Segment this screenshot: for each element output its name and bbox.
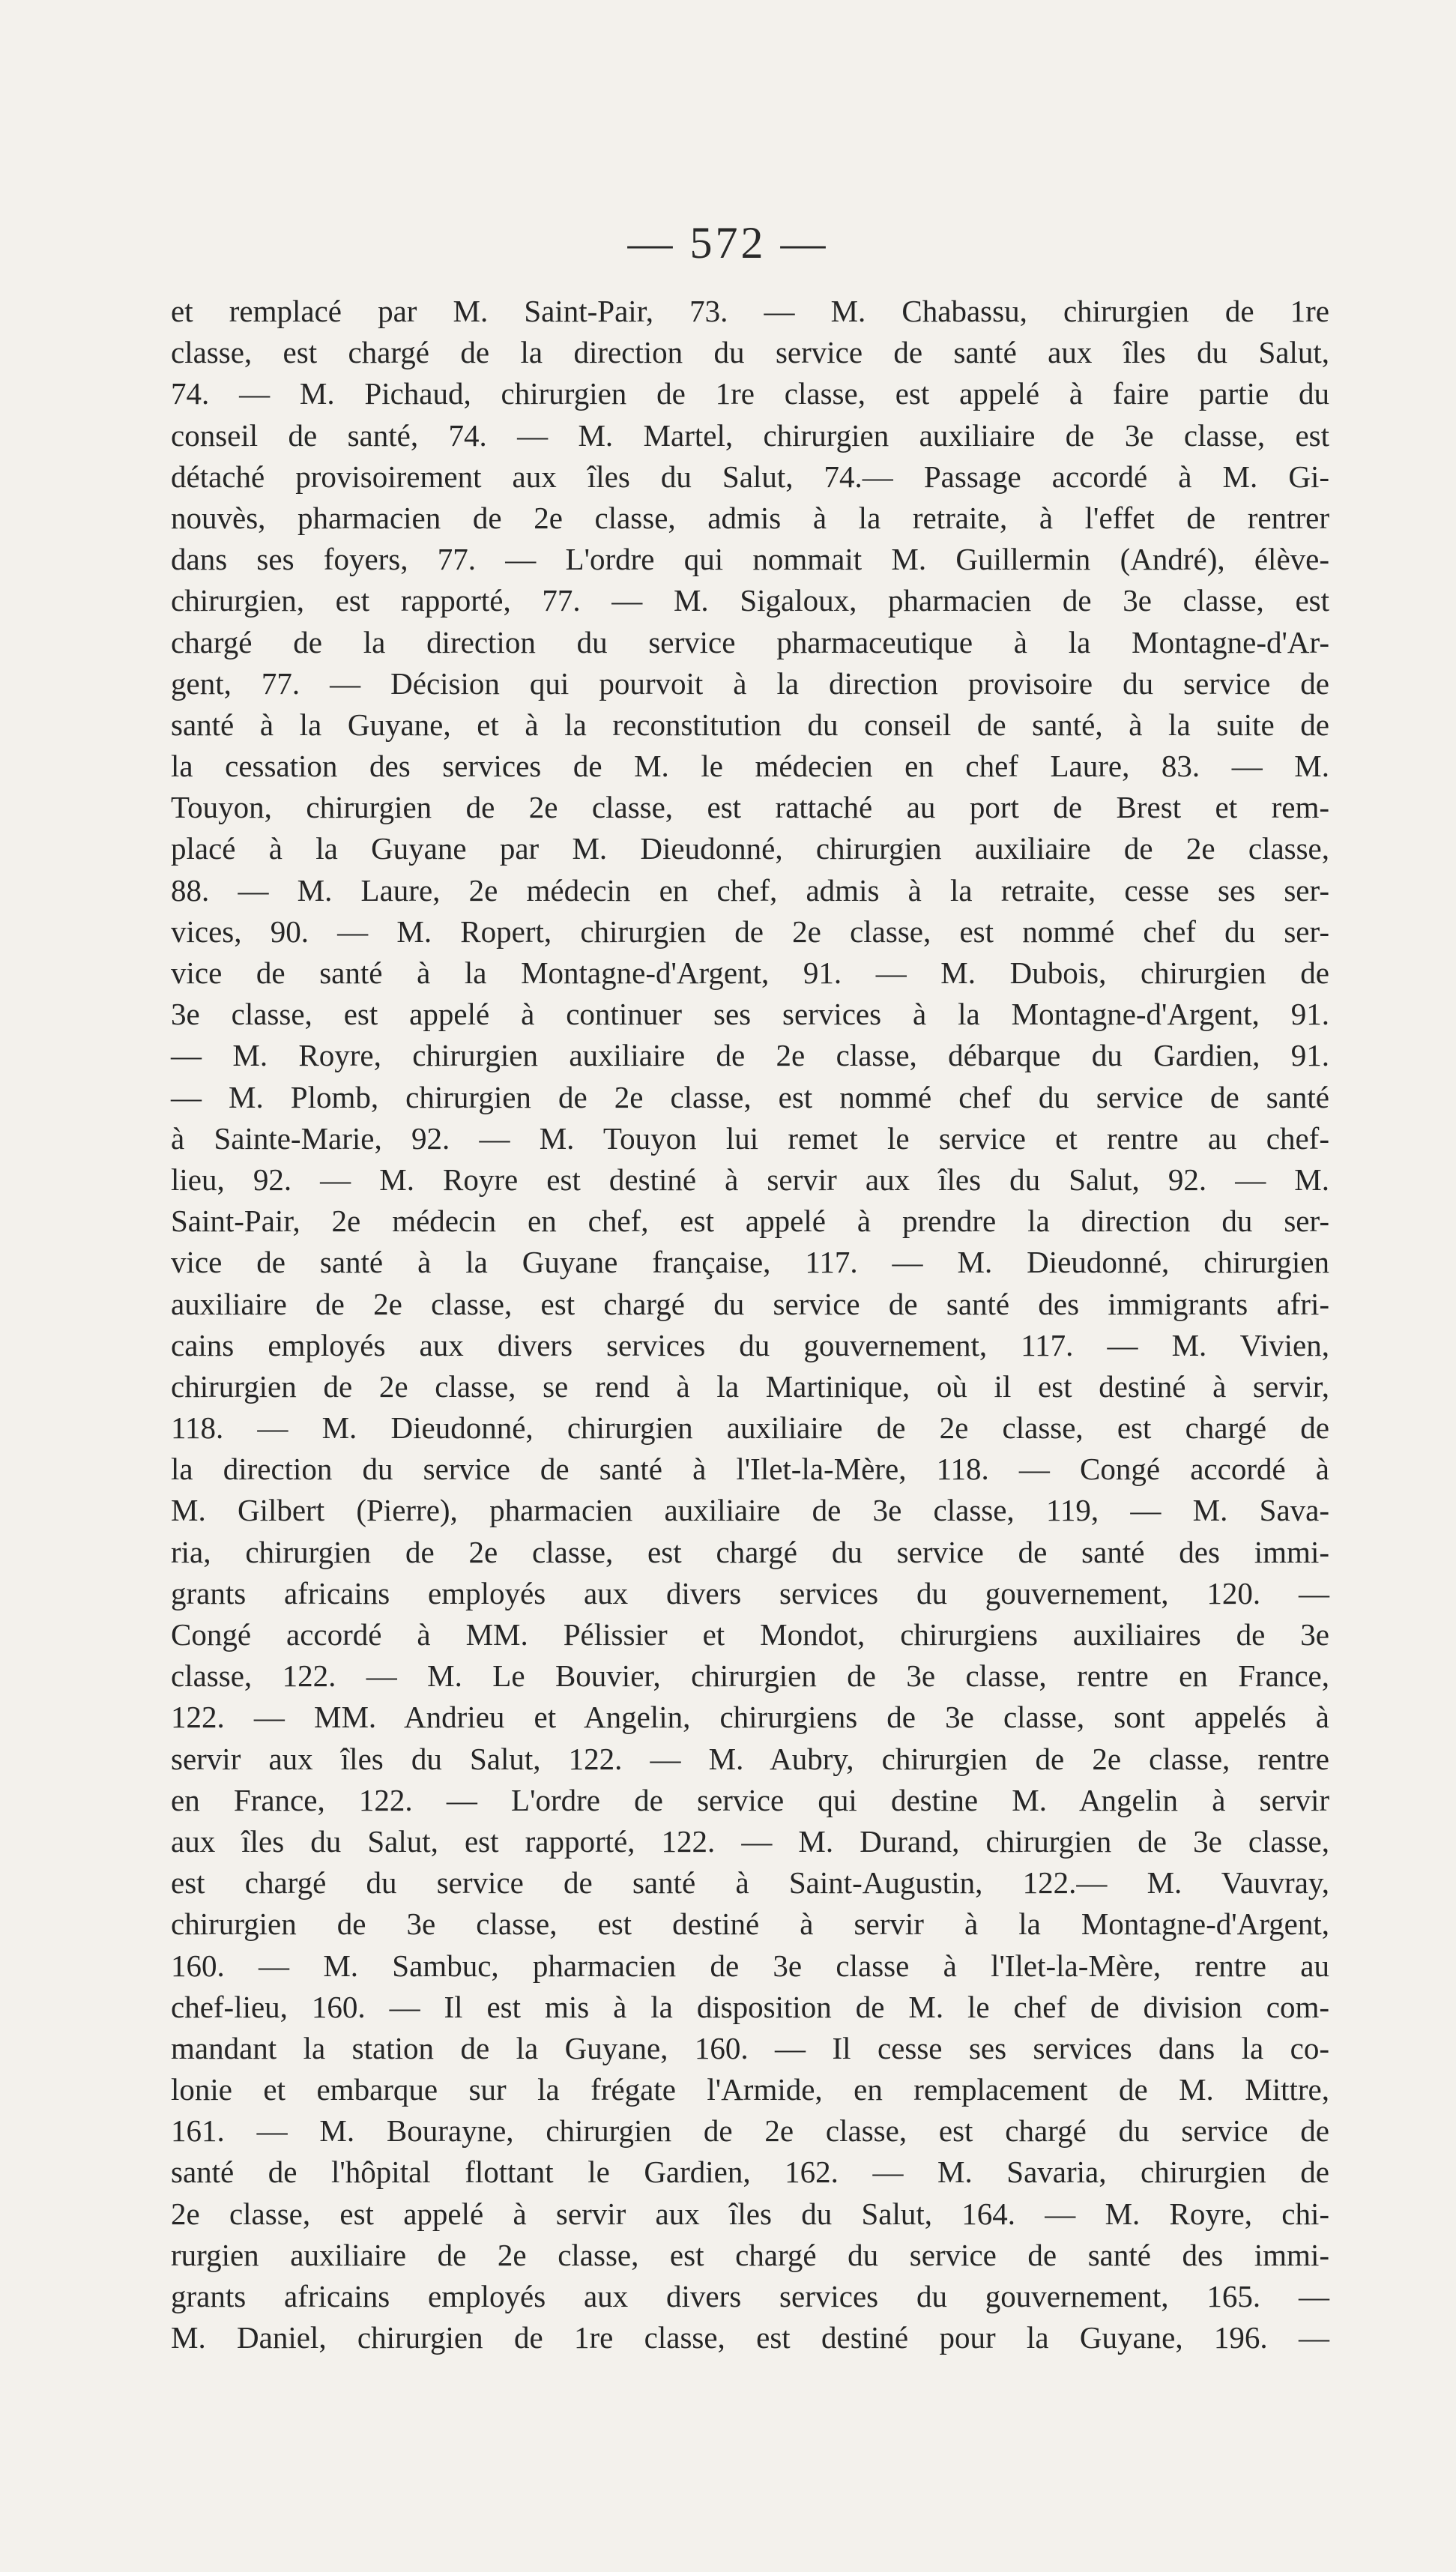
text-line: chirurgien de 2e classe, se rend à la Martinique, où il est destiné à servir, [171, 1368, 1329, 1404]
text-line: vice de santé à la Montagne-d'Argent, 91. — M. Dubois, chirurgien de [171, 956, 1329, 990]
text-line: à Sainte-Marie, 92. — M. Touyon lui remet le service et rentre au chef- [171, 1120, 1329, 1156]
text-line: vice de santé à la Guyane française, 117. — M. Dieudonné, chirurgien [171, 1245, 1329, 1280]
text-line: 2e classe, est appelé à servir aux îles du Salut, 164. — M. Royre, chi- [171, 2196, 1329, 2231]
text-line: chirurgien, est rapporté, 77. — M. Sigaloux, pharmacien de 3e classe, est [171, 583, 1329, 618]
text-line: 118. — M. Dieudonné, chirurgien auxiliaire de 2e classe, est chargé de [171, 1410, 1329, 1446]
text-line: — M. Plomb, chirurgien de 2e classe, est nommé chef du service de santé [171, 1079, 1329, 1114]
text-line: auxiliaire de 2e classe, est chargé du service de santé des immigrants afri- [171, 1286, 1329, 1321]
text-line: grants africains employés aux divers services du gouvernement, 120. — [171, 1575, 1329, 1610]
text-line: — M. Royre, chirurgien auxiliaire de 2e classe, débarque du Gardien, 91. [171, 1038, 1329, 1073]
text-line: Saint-Pair, 2e médecin en chef, est appelé à prendre la direction du ser- [171, 1204, 1329, 1239]
text-line: M. Daniel, chirurgien de 1re classe, est destiné pour la Guyane, 196. — [171, 2320, 1329, 2355]
text-line: classe, est chargé de la direction du service de santé aux îles du Salut, [171, 335, 1329, 370]
text-line: est chargé du service de santé à Saint-Augustin, 122.— M. Vauvray, [171, 1865, 1329, 1901]
text-line: servir aux îles du Salut, 122. — M. Aubry, chirurgien de 2e classe, rentre [171, 1741, 1329, 1776]
text-line: M. Gilbert (Pierre), pharmacien auxiliaire de 3e classe, 119, — M. Sava- [171, 1493, 1329, 1528]
text-line: lieu, 92. — M. Royre est destiné à servir aux îles du Salut, 92. — M. [171, 1162, 1329, 1197]
text-line: cains employés aux divers services du gouvernement, 117. — M. Vivien, [171, 1327, 1329, 1362]
text-line: chargé de la direction du service pharmaceutique à la Montagne-d'Ar- [171, 624, 1329, 659]
text-line: 161. — M. Bourayne, chirurgien de 2e classe, est chargé du service de [171, 2113, 1329, 2149]
text-line: 74. — M. Pichaud, chirurgien de 1re classe, est appelé à faire partie du [171, 376, 1329, 411]
text-line: 88. — M. Laure, 2e médecin en chef, admis à la retraite, cesse ses ser- [171, 872, 1329, 908]
text-line: nouvès, pharmacien de 2e classe, admis à la retraite, à l'effet de rentrer [171, 500, 1329, 535]
text-line: en France, 122. — L'ordre de service qui destine M. Angelin à servir [171, 1782, 1329, 1817]
text-line: 3e classe, est appelé à continuer ses services à la Montagne-d'Argent, 91. [171, 997, 1329, 1032]
text-line: conseil de santé, 74. — M. Martel, chirurgien auxiliaire de 3e classe, est [171, 417, 1329, 453]
body-text [171, 291, 1329, 2358]
text-line: aux îles du Salut, est rapporté, 122. — M. Durand, chirurgien de 3e classe, [171, 1823, 1329, 1859]
text-line: santé à la Guyane, et à la reconstitution du conseil de santé, à la suite de [171, 707, 1329, 742]
text-line: rurgien auxiliaire de 2e classe, est chargé du service de santé des immi- [171, 2237, 1329, 2272]
text-line: vices, 90. — M. Ropert, chirurgien de 2e classe, est nommé chef du ser- [171, 914, 1329, 949]
text-line: la direction du service de santé à l'Ilet-la-Mère, 118. — Congé accordé à [171, 1452, 1329, 1487]
text-line: grants africains employés aux divers services du gouvernement, 165. — [171, 2279, 1329, 2313]
text-line: gent, 77. — Décision qui pourvoit à la direction provisoire du service de [171, 665, 1329, 701]
text-line: classe, 122. — M. Le Bouvier, chirurgien de 3e classe, rentre en France, [171, 1658, 1329, 1694]
text-line: détaché provisoirement aux îles du Salut, 74.— Passage accordé à M. Gi- [171, 459, 1329, 494]
text-line: mandant la station de la Guyane, 160. — Il cesse ses services dans la co- [171, 2030, 1329, 2065]
text-line: placé à la Guyane par M. Dieudonné, chirurgien auxiliaire de 2e classe, [171, 831, 1329, 866]
text-line: chef-lieu, 160. — Il est mis à la disposition de M. le chef de division com- [171, 1989, 1329, 2024]
text-line: Touyon, chirurgien de 2e classe, est rattaché au port de Brest et rem- [171, 790, 1329, 825]
text-line: Congé accordé à MM. Pélissier et Mondot, chirurgiens auxiliaires de 3e [171, 1617, 1329, 1652]
text-line: la cessation des services de M. le médecien en chef Laure, 83. — M. [171, 749, 1329, 784]
page-number: — 572 — [627, 218, 829, 268]
text-line: 122. — MM. Andrieu et Angelin, chirurgiens de 3e classe, sont appelés à [171, 1700, 1329, 1735]
text-line: lonie et embarque sur la frégate l'Armide, en remplacement de M. Mittre, [171, 2072, 1329, 2107]
text-line: et remplacé par M. Saint-Pair, 73. — M. Chabassu, chirurgien de 1re [171, 294, 1329, 328]
text-line: chirurgien de 3e classe, est destiné à servir à la Montagne-d'Argent, [171, 1907, 1329, 1942]
text-line: santé de l'hôpital flottant le Gardien, 162. — M. Savaria, chirurgien de [171, 2155, 1329, 2190]
text-line: 160. — M. Sambuc, pharmacien de 3e classe à l'Ilet-la-Mère, rentre au [171, 1948, 1329, 1983]
text-line: ria, chirurgien de 2e classe, est chargé du service de santé des immi- [171, 1534, 1329, 1569]
text-line: dans ses foyers, 77. — L'ordre qui nommait M. Guillermin (André), élève- [171, 542, 1329, 577]
